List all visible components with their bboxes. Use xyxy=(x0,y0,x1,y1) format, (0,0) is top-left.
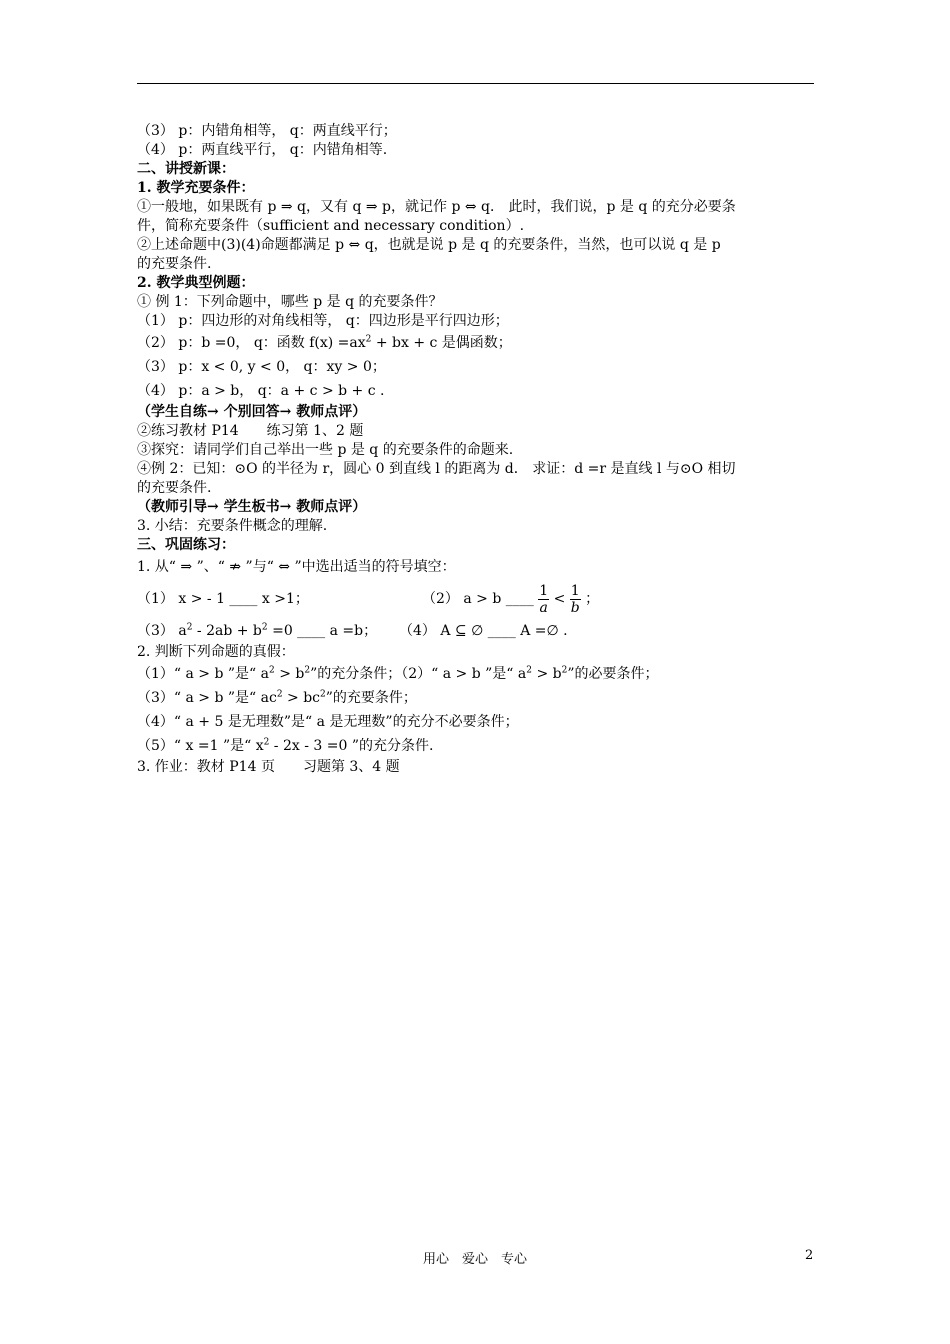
text-line: 3. 作业：教材 P14 页 习题第 3、4 题 xyxy=(137,759,400,775)
text-span: > b xyxy=(532,666,562,682)
text-line: 1. 从“ ⇒ ”、“ ⇏ ”与“ ⇔ ”中选出适当的符号填空： xyxy=(137,559,456,575)
text-line xyxy=(137,331,817,355)
section-heading: 二、讲授新课： xyxy=(137,161,235,177)
exercise-row xyxy=(137,579,817,619)
superscript: 2 xyxy=(304,665,311,676)
text-line: ③探究：请同学们自己举出一些 p 是 q 的充要条件的命题来. xyxy=(137,442,514,458)
page-body xyxy=(137,122,817,777)
text-line: ④例 2：已知：⊙O 的半径为 r，圆心 0 到直线 l 的距离为 d． 求证：d =r 是直线 l 与⊙O 相切 xyxy=(137,461,736,477)
fraction xyxy=(538,583,549,616)
text-span: ； xyxy=(585,591,600,607)
text-line: ②练习教材 P14 练习第 1、2 题 xyxy=(137,423,364,439)
text-line: （3） p：x < 0, y < 0， q：xy > 0； xyxy=(137,359,386,375)
text-line: 的充要条件. xyxy=(137,480,212,496)
text-line: （4） p：a > b， q：a + c > b + c . xyxy=(137,383,385,399)
text-span: （2） a > b ____ xyxy=(422,591,534,607)
text-line: （3） p：内错角相等， q：两直线平行； xyxy=(137,123,397,139)
superscript: 2 xyxy=(261,622,268,633)
text-span: ”的充要条件； xyxy=(325,690,417,706)
text-span: + bx + c 是偶函数； xyxy=(371,335,512,351)
section-heading: 三、巩固练习： xyxy=(137,537,235,553)
text-line: （4） p：两直线平行， q：内错角相等. xyxy=(137,142,388,158)
text-line: （1） p：四边形的对角线相等， q：四边形是平行四边形； xyxy=(137,313,509,329)
header-rule xyxy=(137,83,814,84)
text-span: ”的充分条件；（2）“ a > b ”是“ a xyxy=(310,666,527,682)
subsection-heading: 1. 教学充要条件： xyxy=(137,180,255,196)
text-span: （2） p：b =0， q：函数 f(x) =ax xyxy=(137,335,366,351)
text-line: 的充要条件. xyxy=(137,256,212,272)
superscript: 2 xyxy=(561,665,568,676)
exercise-item xyxy=(137,623,377,639)
text-line xyxy=(137,662,817,686)
fraction-denominator: b xyxy=(570,599,580,616)
fraction-numerator: 1 xyxy=(539,582,549,599)
activity-note: （学生自练→ 个别回答→ 教师点评） xyxy=(137,404,367,420)
page-footer: 用心 爱心 专心 xyxy=(422,1252,527,1267)
exercise-item: （1） x > - 1 ____ x >1； xyxy=(137,591,309,607)
text-span: - 2x - 3 =0 ”的充分条件. xyxy=(269,738,434,754)
text-span: =0 ____ a =b； xyxy=(267,623,378,639)
exercise-row xyxy=(137,619,817,643)
superscript: 2 xyxy=(186,622,193,633)
activity-note: （教师引导→ 学生板书→ 教师点评） xyxy=(137,499,367,515)
subsection-heading: 2. 教学典型例题： xyxy=(137,275,255,291)
text-line: ① 例 1：下列命题中，哪些 p 是 q 的充要条件？ xyxy=(137,294,443,310)
fraction-numerator: 1 xyxy=(570,582,580,599)
text-line: ②上述命题中(3)(4)命题都满足 p ⇔ q，也就是说 p 是 q 的充要条件，当然，也可以说 q 是 p xyxy=(137,237,721,253)
superscript: 2 xyxy=(276,689,283,700)
text-span: > b xyxy=(274,666,305,682)
text-span: - 2ab + b xyxy=(192,623,262,639)
text-span: （5）“ x =1 ”是“ x xyxy=(137,738,264,754)
text-span: ”的必要条件； xyxy=(567,666,659,682)
exercise-item: （4） A ⊆ ∅ ____ A =∅ . xyxy=(399,623,568,639)
text-span: > bc xyxy=(282,690,321,706)
text-line: （4）“ a + 5 是无理数”是“ a 是无理数”的充分不必要条件； xyxy=(137,714,519,730)
text-line xyxy=(137,686,817,710)
fraction-denominator: a xyxy=(539,599,548,616)
text-span: （3）“ a > b ”是“ ac xyxy=(137,690,277,706)
superscript: 2 xyxy=(526,665,532,676)
text-line: 件，简称充要条件（sufficient and necessary condition）. xyxy=(137,218,525,234)
page-number: 2 xyxy=(805,1248,814,1263)
superscript: 2 xyxy=(365,334,372,345)
superscript: 2 xyxy=(269,665,275,676)
text-line: 2. 判断下列命题的真假： xyxy=(137,644,295,660)
text-span: （3） a xyxy=(137,623,187,639)
text-line: 3. 小结：充要条件概念的理解. xyxy=(137,518,328,534)
superscript: 2 xyxy=(320,689,326,700)
text-span: （1）“ a > b ”是“ a xyxy=(137,666,270,682)
text-line: ①一般地，如果既有 p ⇒ q，又有 q ⇒ p，就记作 p ⇔ q． 此时，我们说，p 是 q 的充分必要条 xyxy=(137,199,736,215)
text-span: < xyxy=(553,591,566,607)
exercise-item xyxy=(422,579,599,619)
superscript: 2 xyxy=(263,737,270,748)
text-line xyxy=(137,734,817,758)
fraction xyxy=(570,583,581,616)
